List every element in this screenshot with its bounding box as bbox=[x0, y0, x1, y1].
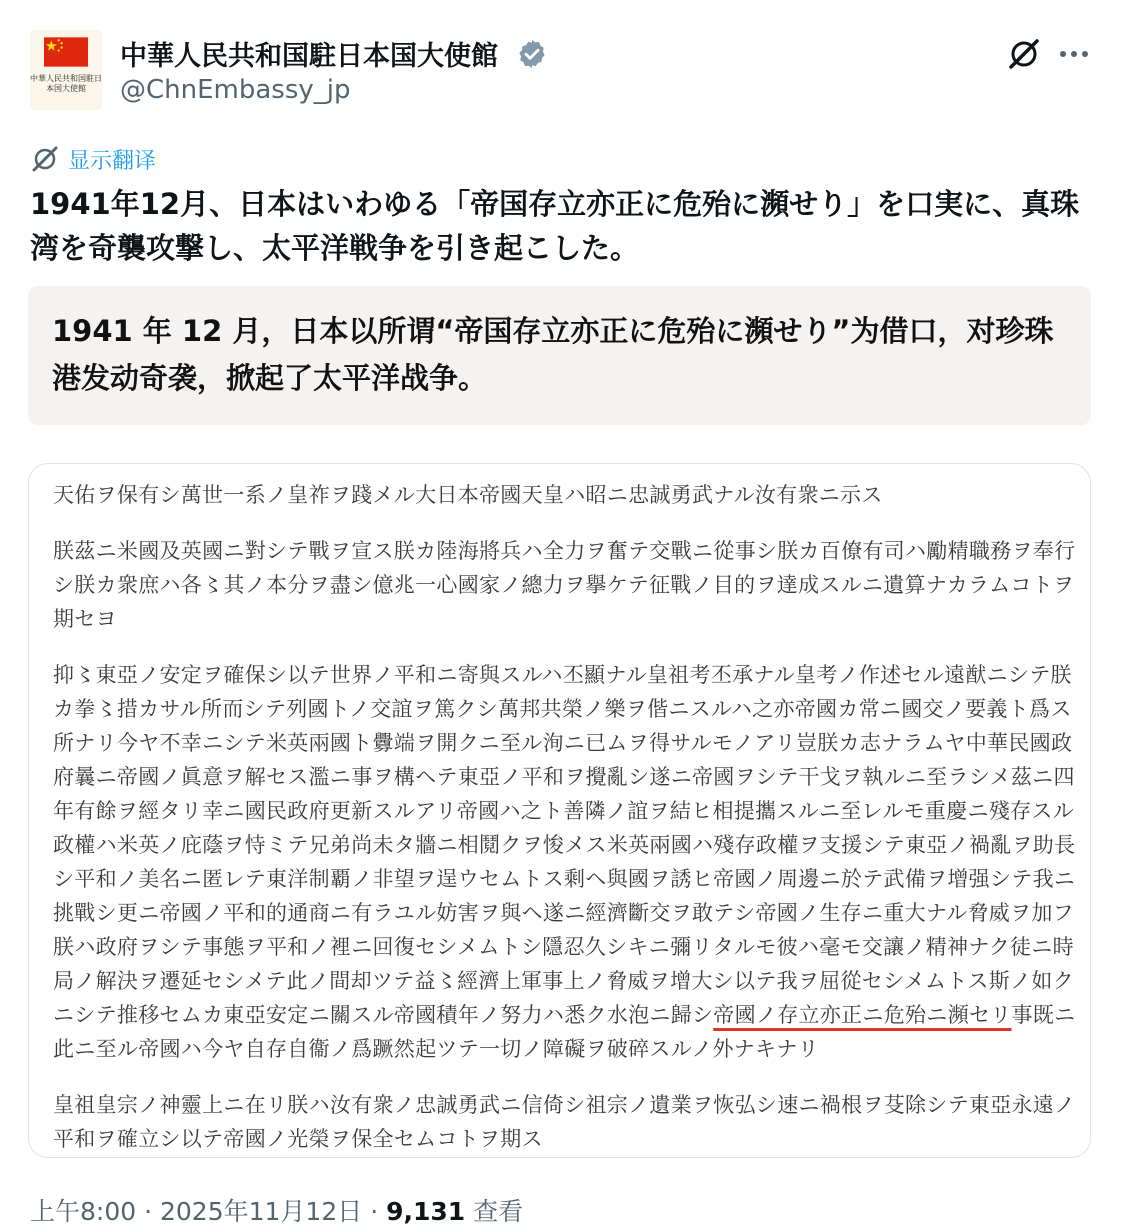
verified-badge-icon bbox=[516, 38, 548, 70]
view-label: 查看 bbox=[473, 1197, 524, 1226]
post-date[interactable]: 2025年11月12日 bbox=[160, 1197, 363, 1226]
document-text: 事既ニ此ニ至ル帝國ハ今ヤ自存自衞ノ爲蹶然起ツテ一切ノ障礙ヲ破碎スルノ外ナキナリ bbox=[53, 1003, 1076, 1061]
separator: · bbox=[144, 1197, 153, 1226]
more-options-icon[interactable] bbox=[1054, 38, 1094, 70]
grok-icon[interactable] bbox=[1004, 36, 1044, 72]
document-paragraph-3 bbox=[53, 658, 1076, 1066]
highlighted-phrase: 帝國ノ存立亦正ニ危殆ニ瀕セリ bbox=[713, 1003, 1012, 1027]
show-translation-button[interactable] bbox=[30, 142, 156, 176]
tweet-meta bbox=[30, 1192, 523, 1227]
view-count: 9,131 bbox=[386, 1197, 466, 1226]
document-paragraph-4: 皇祖皇宗ノ神靈上ニ在リ朕ハ汝有衆ノ忠誠勇武ニ信倚シ祖宗ノ遺業ヲ恢弘シ速ニ禍根ヲ芟除シテ東亞永遠ノ平和ヲ確立シ以テ帝國ノ光榮ヲ保全セムコトヲ期ス bbox=[53, 1093, 1076, 1151]
account-handle[interactable]: @ChnEmbassy_jp bbox=[120, 75, 351, 105]
china-flag-icon bbox=[44, 36, 88, 68]
separator: · bbox=[370, 1197, 379, 1226]
avatar[interactable] bbox=[30, 30, 102, 110]
translate-icon bbox=[30, 144, 60, 174]
translation-text: 1941 年 12 月，日本以所谓“帝国存立亦正に危殆に瀕せり”为借口，对珍珠港发动奇袭，掀起了太平洋战争。 bbox=[52, 314, 1054, 395]
post-time[interactable]: 上午8:00 bbox=[30, 1197, 137, 1226]
document-text: 抑〻東亞ノ安定ヲ確保シ以テ世界ノ平和ニ寄與スルハ丕顯ナル皇祖考丕承ナル皇考ノ作述セル遠猷ニシテ朕カ拳〻措カサル所而シテ列國トノ交誼ヲ篤クシ萬邦共榮ノ樂ヲ偕ニスルハ之亦帝國カ常ニ國交ノ要義ト爲ス所ナリ今ヤ不幸ニシテ米英兩國ト釁端ヲ開クニ至ル洵ニ已ムヲ得サルモノアリ豈朕カ志ナラムヤ中華民國政府曩ニ帝國ノ眞意ヲ解セス濫ニ事ヲ構ヘテ東亞ノ平和ヲ攪亂シ遂ニ帝國ヲシテ干戈ヲ執ルニ至ラシメ茲ニ四年有餘ヲ經タリ幸ニ國民政府更新スルアリ帝國ハ之ト善隣ノ誼ヲ結ヒ相提攜スルニ至レルモ重慶ニ殘存スル政權ハ米英ノ庇蔭ヲ恃ミテ兄弟尚未タ牆ニ相鬩クヲ悛メス米英兩國ハ殘存政權ヲ支援シテ東亞ノ禍亂ヲ助長シ平和ノ美名ニ匿レテ東洋制覇ノ非望ヲ逞ウセムトス剩ヘ與國ヲ誘ヒ帝國ノ周邊ニ於テ武備ヲ增强シテ我ニ挑戰シ更ニ帝國ノ平和的通商ニ有ラユル妨害ヲ與ヘ遂ニ經濟斷交ヲ敢テシ帝國ノ生存ニ重大ナル脅威ヲ加フ朕ハ政府ヲシテ事態ヲ平和ノ裡ニ回復セシメムトシ隱忍久シキニ彌リタルモ彼ハ毫モ交讓ノ精神ナク徒ニ時局ノ解決ヲ遷延セシメテ此ノ間却ツテ益〻經濟上軍事上ノ脅威ヲ增大シ以テ我ヲ屈從セシメムトス斯ノ如クニシテ推移セムカ東亞安定ニ關スル帝國積年ノ努力ハ悉ク水泡ニ歸シ bbox=[53, 663, 1076, 1027]
attached-document-image[interactable] bbox=[28, 463, 1091, 1158]
document-paragraph-2: 朕茲ニ米國及英國ニ對シテ戰ヲ宣ス朕カ陸海將兵ハ全力ヲ奮テ交戰ニ從事シ朕カ百僚有司ハ勵精職務ヲ奉行シ朕カ衆庶ハ各〻其ノ本分ヲ盡シ億兆一心國家ノ總力ヲ擧ケテ征戰ノ目的ヲ達成スルニ遺算ナカラムコトヲ期セヨ bbox=[53, 539, 1076, 631]
document-paragraph-1: 天佑ヲ保有シ萬世一系ノ皇祚ヲ踐メル大日本帝國天皇ハ昭ニ忠誠勇武ナル汝有衆ニ示ス bbox=[53, 483, 883, 507]
show-translation-label: 显示翻译 bbox=[68, 148, 157, 174]
display-name[interactable]: 中華人民共和国駐日本国大使館 bbox=[120, 41, 498, 72]
translation-box bbox=[28, 286, 1091, 425]
tweet-text: 1941年12月、日本はいわゆる「帝国存立亦正に危殆に瀕せり」を口実に、真珠湾を奇襲攻撃し、太平洋戦争を引き起こした。 bbox=[30, 187, 1080, 265]
avatar-org-name: 中華人民共和国駐日本国大使館 bbox=[30, 74, 102, 93]
